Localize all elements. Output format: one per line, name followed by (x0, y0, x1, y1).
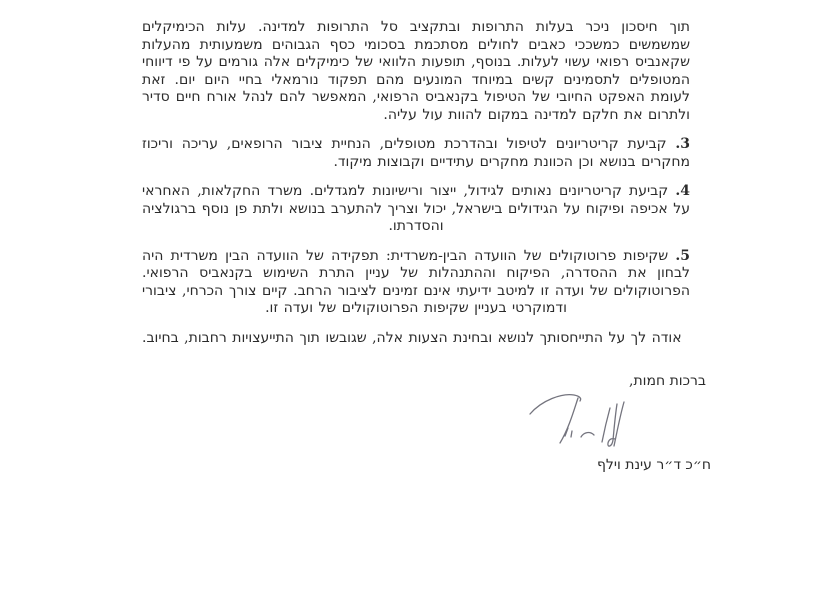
paragraph-text: שקיפות פרוטוקולים של הוועדה הבין-משרדית: תפקידה של הוועדה הבין משרדית היה לבחון את ההסדרה, הפיקוח וההתנהלות של עניין התרת השימוש בקנאביס הרפואי. הפרוטוקולים של ועדה זו למיטב ידיעתי אינם זמינים לציבור הרחב. קיים צורך הכרחי, ציבורי ודמוקרטי בעניין שקיפות הפרוטוקולים של ועדה זו. (142, 247, 690, 316)
numbered-paragraph-4 (142, 183, 690, 236)
letter-body (142, 19, 711, 474)
paragraph-number: 5. (675, 247, 691, 264)
paragraph-number: 4. (675, 183, 690, 199)
numbered-paragraph-5 (142, 248, 690, 318)
body-paragraph-thanks (142, 330, 690, 348)
paragraph-number: 3. (675, 136, 690, 152)
paragraph-text: אודה לך על התייחסותך לנושא ובחינת הצעות אלה, שגובשו תוך התייעצויות רחבות, בחיוב. (142, 329, 682, 346)
signature-ink (530, 395, 624, 446)
signature-row (142, 392, 642, 456)
numbered-paragraph-3 (142, 136, 690, 171)
body-paragraph-intro (142, 19, 690, 124)
closing-block (142, 373, 711, 474)
signoff-text: ברכות חמות, (629, 373, 706, 389)
paragraph-text: קביעת קריטריונים לטיפול ובהדרכת מטופלים, הנחיית ציבור הרופאים, עריכה וריכוז מחקרים בנושא וכן הכוונת מחקרים עתידיים וקבוצות מיקוד. (142, 136, 690, 170)
paragraph-text: תוך חיסכון ניכר בעלות התרופות ובתקציב סל התרופות למדינה. עלות הכימיקלים שמשמשים כמשככי כאבים לחולים מסתכמת בסכומי כסף הגבוהים משמעותית מהעלות שקאנביס רפואי עשוי לעלות. בנוסף, תופעות הלוואי של כימיקלים אלה גורמים על פי דיווחי המטופלים לתסמינים קשים במיוחד המונעים מהם תפקוד נורמאלי בחיי היום יום. זאת לעומת האפקט החיובי של הטיפול בקנאביס הרפואי, המאפשר להם לנהל אורח חיים סדיר ולתרום את חלקם למדינה במקום להוות עול עליה. (142, 19, 690, 123)
signature-scribble (524, 392, 642, 456)
paragraph-text: קביעת קריטריונים נאותים לגידול, ייצור ורישיונות למגדלים. משרד החקלאות, האחראי על אכיפה ופיקוח על הגידולים בישראל, יכול וצריך להתערב בנושא ולתת פן נוסף ברגולציה והסדרתו. (142, 183, 690, 234)
signer-name: ח״כ ד״ר עינת וילף (596, 457, 711, 473)
